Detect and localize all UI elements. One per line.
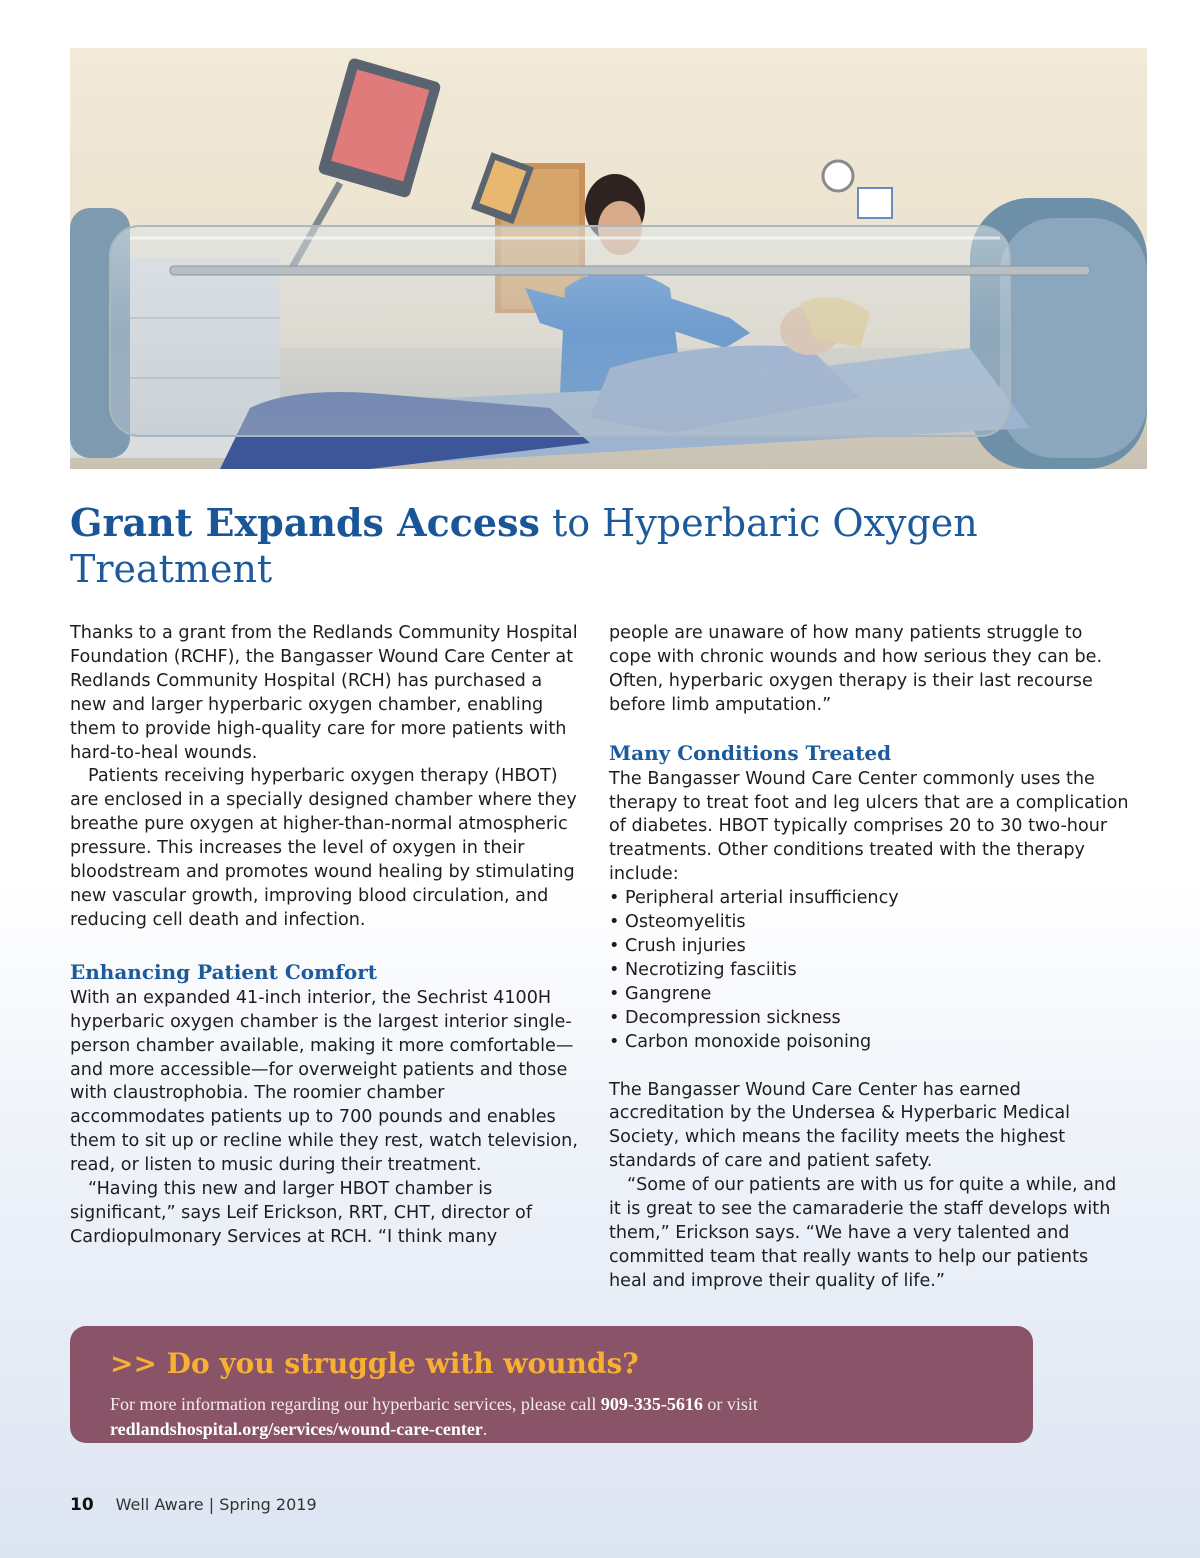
article-title-rest: to Hyperbaric Oxygen Treatment	[70, 501, 978, 591]
list-item: • Peripheral arterial insufficiency	[609, 887, 1129, 911]
hero-photo	[70, 48, 1147, 469]
cta-text-mid: or visit	[702, 1394, 758, 1414]
article-paragraph: “Having this new and larger HBOT chamber is significant,” says Leif Erickson, RRT, CHT, director of Cardiopulmonary Services at RCH. “I think many	[70, 1179, 533, 1247]
issue-date: Spring 2019	[219, 1495, 317, 1514]
article-column-left	[70, 622, 580, 1250]
section-heading-comfort: Enhancing Patient Comfort	[70, 959, 377, 984]
list-item: • Osteomyelitis	[609, 911, 1129, 935]
call-to-action-box	[70, 1326, 1033, 1443]
article-paragraph: “Some of our patients are with us for quite a while, and it is great to see the camaraderie the staff develops with them,” Erickson says. “We have a very talented and committed team that really wants to help our patients heal and improve their quality of life.”	[609, 1175, 1117, 1291]
hyperbaric-chamber-illustration	[70, 48, 1147, 469]
article-paragraph: With an expanded 41-inch interior, the Sechrist 4100H hyperbaric oxygen chamber is the largest interior single-person chamber available, making it more comfortable—and more accessible—for overweight patients and those with claustrophobia. The roomier chamber accommodates patients up to 700 pounds and enables them to sit up or recline while they rest, watch television, read, or listen to music during their treatment.	[70, 987, 578, 1176]
cta-heading: >> Do you struggle with wounds?	[110, 1347, 639, 1380]
cta-text-intro: For more information regarding our hyperbaric services, please call	[110, 1394, 601, 1414]
publication-name: Well Aware	[115, 1495, 204, 1514]
article-paragraph: people are unaware of how many patients struggle to cope with chronic wounds and how serious they can be. Often, hyperbaric oxygen therapy is their last recourse before limb amputation.”	[609, 623, 1103, 715]
article-title-bold: Grant Expands Access	[70, 500, 540, 545]
list-item: • Carbon monoxide poisoning	[609, 1031, 1129, 1055]
page-number: 10	[70, 1495, 94, 1515]
list-item: • Crush injuries	[609, 935, 1129, 959]
cta-text-end: .	[482, 1419, 488, 1439]
page-footer	[70, 1495, 317, 1515]
list-item: • Necrotizing fasciitis	[609, 959, 1129, 983]
article-column-right	[609, 622, 1129, 1294]
footer-separator: |	[203, 1495, 220, 1514]
list-item: • Gangrene	[609, 983, 1129, 1007]
list-item: • Decompression sickness	[609, 1007, 1129, 1031]
conditions-list	[609, 887, 1129, 1054]
cta-phone-number[interactable]: 909-335-5616	[600, 1394, 703, 1414]
section-heading-conditions: Many Conditions Treated	[609, 740, 892, 765]
article-paragraph: The Bangasser Wound Care Center has earned accreditation by the Undersea & Hyperbaric Medical Society, which means the facility meets the highest standards of care and patient safety.	[609, 1079, 1071, 1172]
article-paragraph: Patients receiving hyperbaric oxygen therapy (HBOT) are enclosed in a specially designed chamber where they breathe pure oxygen at higher-than-normal atmospheric pressure. This increases the level of oxygen in their bloodstream and promotes wound healing by stimulating new vascular growth, improving blood circulation, and reducing cell death and infection.	[70, 766, 577, 930]
cta-website-link[interactable]: redlandshospital.org/services/wound-care-center	[110, 1419, 483, 1439]
spacer	[609, 1055, 1129, 1079]
article-title	[70, 500, 1130, 592]
article-paragraph: Thanks to a grant from the Redlands Community Hospital Foundation (RCHF), the Bangasser Wound Care Center at Redlands Community Hospital (RCH) has purchased a new and larger hyperbaric oxygen chamber, enabling them to provide high-quality care for more patients with hard-to-heal wounds.	[70, 623, 578, 763]
article-paragraph: The Bangasser Wound Care Center commonly uses the therapy to treat foot and leg ulcers that are a complication of diabetes. HBOT typically comprises 20 to 30 two-hour treatments. Other conditions treated with the therapy include:	[609, 768, 1129, 885]
cta-text	[110, 1392, 1010, 1442]
